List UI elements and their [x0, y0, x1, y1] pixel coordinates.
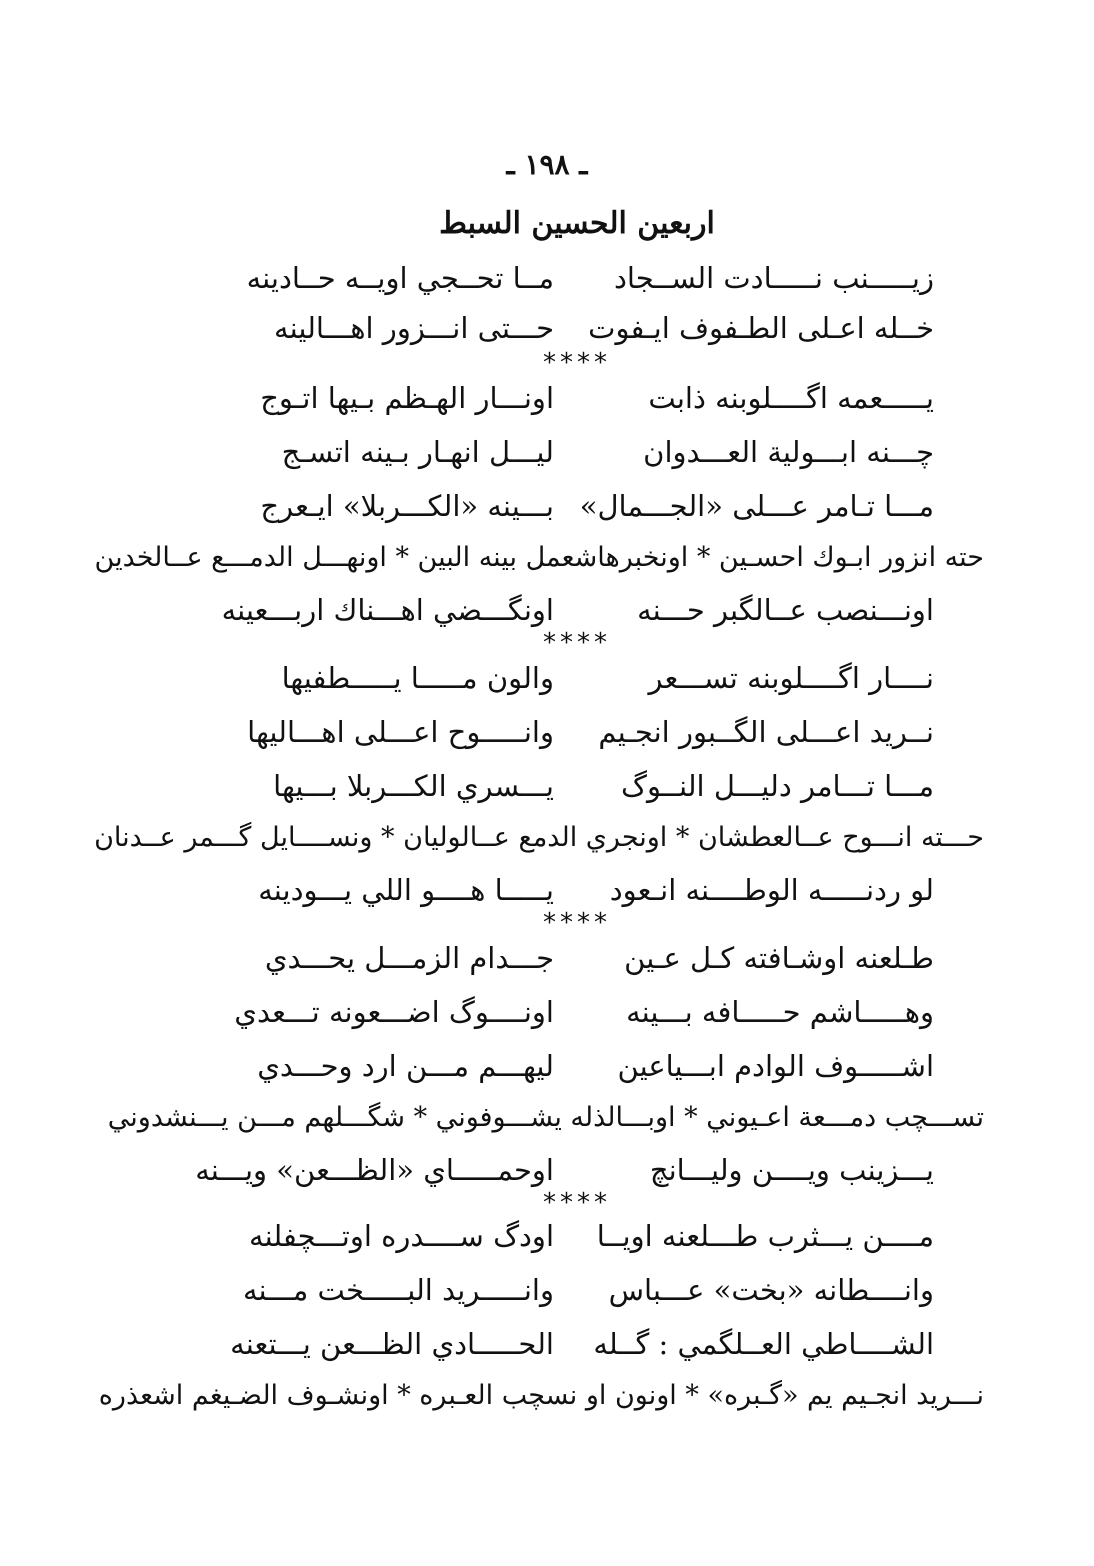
verse-right-hemistich: يـــــعمه اگــــلوبنه ذابت	[648, 381, 934, 415]
verse-right-hemistich: نــــار اگــــلوبنه تســـعر	[648, 661, 934, 695]
verse-right-hemistich: چـــنه ابـــولية العـــدوان	[643, 435, 934, 469]
verse-left-hemistich: وانـــــريد البـــــخت مـــنه	[243, 1273, 554, 1307]
verse-left-hemistich: الحـــــادي الظـــعن يـــتعنه	[230, 1327, 554, 1361]
verse-right-hemistich: زيـــــنب نـــــادت الســجاد	[613, 261, 934, 295]
verse-right-hemistich: وانــــطانه «بخت» عـــباس	[608, 1273, 934, 1307]
verse-left-hemistich: والون مـــــا يـــــطفيها	[281, 661, 554, 695]
verse-right-hemistich: اشـــــوف الوادم ابـــياعين	[617, 1049, 934, 1083]
stanza-separator: ****	[543, 908, 611, 938]
stanza-separator: ****	[543, 348, 611, 378]
verse-full-line: حته انزور ابـوك احسـين * اونخبرهاشعمل بينه البين * اونهـــل الدمـــع عــالخدين	[94, 542, 984, 573]
stanza-separator: ****	[543, 1188, 611, 1218]
verse-left-hemistich: اونــــوگ اضـــعونه تـــعدي	[234, 995, 554, 1029]
verse-full-line: تســـچب دمـــعة اعـيوني * اوبـــالذله يشـــوفوني * شگـــلهم مـــن يـــنشدوني	[107, 1102, 984, 1133]
verse-right-hemistich: لو ردنـــــه الوطــــنه انـعود	[609, 873, 934, 907]
verse-right-hemistich: مــــن يـــثرب طـــلعنه اويــا	[596, 1219, 934, 1253]
stanza-separator: ****	[543, 628, 611, 658]
verse-left-hemistich: يـــــا هــــو اللي يـــودينه	[258, 873, 554, 907]
verse-right-hemistich: الشــــاطي العــلگمي : گــله	[593, 1327, 934, 1361]
verse-left-hemistich: مــا تحــجي اويــه حــادينه	[246, 261, 554, 295]
verse-right-hemistich: طـلعنه اوشـافته كـل عـين	[624, 941, 934, 975]
verse-left-hemistich: اونگـــضي اهـــناك اربـــعينه	[221, 593, 554, 627]
verse-right-hemistich: يـــزينب ويــــن وليـــانچ	[649, 1153, 934, 1187]
verse-left-hemistich: وانـــــوح اعـــلى اهـــاليها	[247, 715, 554, 749]
verse-right-hemistich: مـــا تـامر عـــلى «الجـــمال»	[579, 489, 934, 523]
verse-right-hemistich: مـــا تـــامر دليـــل النــوگ	[621, 769, 934, 803]
verse-left-hemistich: ليـــل انهـار بـينه اتسـج	[281, 435, 554, 469]
verse-left-hemistich: اودگ ســــدره اوتـــچفلنه	[249, 1219, 554, 1253]
verse-right-hemistich: اونـــنصب عــالگبر حـــنه	[637, 593, 934, 627]
verse-full-line: نـــريد انجـيم يم «گـبره» * اونون او نسچب العـبره * اونشـوف الضـيغم اشعذره	[98, 1380, 984, 1411]
verse-left-hemistich: اوحمـــــاي «الظـــعن» ويـــنه	[195, 1153, 554, 1187]
verse-left-hemistich: يـــسري الكـــربلا بـــيها	[273, 769, 554, 803]
verse-right-hemistich: وهـــــاشم حـــــافه بـــينه	[626, 995, 934, 1029]
verse-left-hemistich: جـــدام الزمـــل يحـــدي	[264, 941, 554, 975]
verse-full-line: حـــته انـــوح عــالعطشان * اونجري الدمع عــالوليان * ونســــايل گـــمر عــدنان	[94, 822, 984, 853]
verse-left-hemistich: بـــينه «الكـــربلا» ايـعرج	[260, 489, 554, 523]
verse-left-hemistich: اونـــار الهـظم بـيها اتـوج	[260, 381, 554, 415]
verse-right-hemistich: نــريد اعـــلى الگــبور انجـيم	[598, 715, 934, 749]
poem-title: اربعين الحسين السبط	[439, 206, 715, 241]
verse-left-hemistich: حـــتى انـــزور اهـــالينه	[274, 311, 554, 345]
verse-right-hemistich: خــله اعـلى الطـفوف ايـفوت	[588, 311, 934, 345]
page-number: ـ ١٩٨ ـ	[506, 148, 588, 181]
verse-left-hemistich: ليهـــم مـــن ارد وحـــدي	[257, 1049, 554, 1083]
